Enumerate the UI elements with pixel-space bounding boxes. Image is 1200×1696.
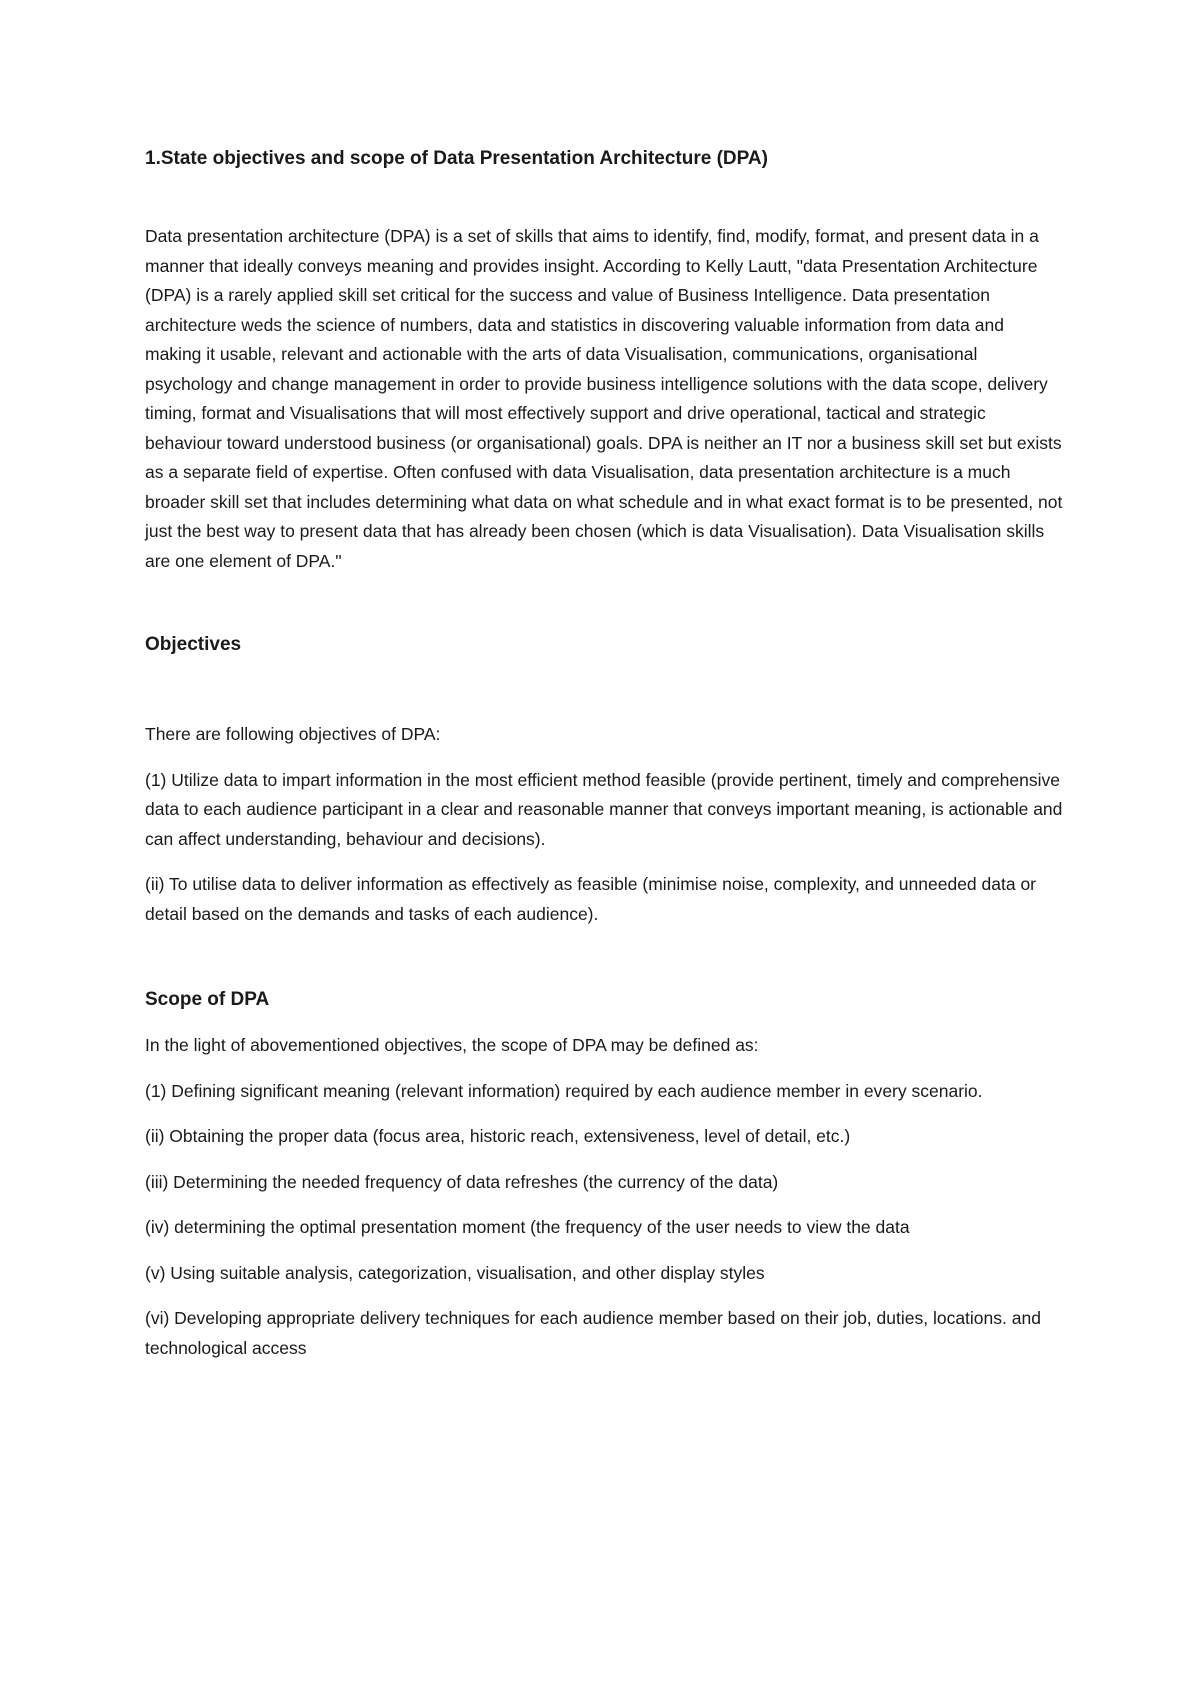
scope-item-3: (iii) Determining the needed frequency of data refreshes (the currency of the data) (145, 1171, 779, 1192)
scope-item-1: (1) Defining significant meaning (relevant information) required by each audience member in every scenario. (145, 1080, 983, 1101)
scope-lead: In the light of abovementioned objectives, the scope of DPA may be defined as: (145, 1035, 759, 1055)
objectives-lead: There are following objectives of DPA: (145, 724, 441, 744)
scope-item-5: (v) Using suitable analysis, categorization, visualisation, and other display styles (145, 1262, 765, 1283)
objectives-heading: Objectives (145, 634, 242, 655)
document-body (145, 146, 1065, 1379)
scope-item-4: (iv) determining the optimal presentation moment (the frequency of the user needs to view the data (145, 1217, 910, 1237)
scope-heading: Scope of DPA (145, 989, 270, 1010)
scope-item-6: (vi) Developing appropriate delivery techniques for each audience member based on their job, duties, locations. and technological access (145, 1308, 1041, 1358)
objective-item-1: (1) Utilize data to impart information in the most efficient method feasible (provide pertinent, timely and comprehensive data to each audience participant in a clear and reasonable manner that conveys important meaning, is actionable and can affect understanding, behaviour and decisions). (145, 769, 1063, 849)
intro-paragraph: Data presentation architecture (DPA) is a set of skills that aims to identify, find, modify, format, and present data in a manner that ideally conveys meaning and provides insight. According to Kelly Lautt, "data Presentation Architecture (DPA) is a rarely applied skill set critical for the success and value of Business Intelligence. Data presentation architecture weds the science of numbers, data and statistics in discovering valuable information from data and making it usable, relevant and actionable with the arts of data Visualisation, communications, organisational psychology and change management in order to provide business intelligence solutions with the data scope, delivery timing, format and Visualisations that will most effectively support and drive operational, tactical and strategic behaviour toward understood business (or organisational) goals. DPA is neither an IT nor a business skill set but exists as a separate field of expertise. Often confused with data Visualisation, data presentation architecture is a much broader skill set that includes determining what data on what schedule and in what exact format is to be presented, not just the best way to present data that has already been chosen (which is data Visualisation). Data Visualisation skills are one element of DPA." (145, 226, 1063, 571)
scope-item-2: (ii) Obtaining the proper data (focus area, historic reach, extensiveness, level of detail, etc.) (145, 1126, 851, 1146)
objective-item-2: (ii) To utilise data to deliver information as effectively as feasible (minimise noise, complexity, and unneeded data or detail based on the demands and tasks of each audience). (145, 874, 1037, 924)
document-title: 1.State objectives and scope of Data Presentation Architecture (DPA) (145, 148, 768, 169)
